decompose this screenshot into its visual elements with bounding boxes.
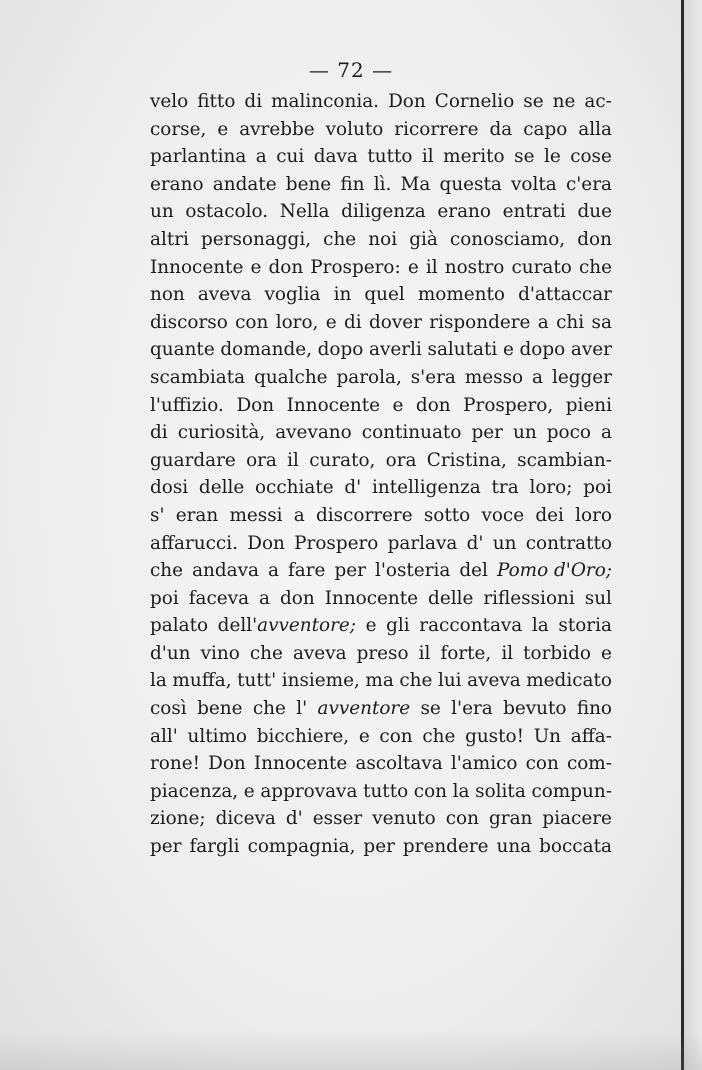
word: e (502, 339, 514, 361)
word: per (363, 836, 395, 858)
word: faceva (188, 587, 250, 609)
word: capo (523, 118, 568, 140)
word: quel (364, 284, 405, 306)
word: e (392, 394, 404, 416)
word: fino (576, 698, 612, 720)
word: sotto (423, 504, 471, 526)
word: c'era (565, 173, 612, 195)
word: in (333, 284, 352, 306)
word: discorrere (315, 504, 413, 526)
word: approvava (260, 780, 358, 802)
word: fare (288, 560, 326, 582)
word: l' (296, 698, 308, 720)
word: quante (150, 339, 215, 361)
word: cose (570, 146, 612, 168)
text-line (150, 833, 612, 861)
word: eran (175, 504, 219, 526)
word: ascoltava (355, 753, 443, 775)
text-line (150, 226, 612, 254)
word: noi (368, 228, 398, 250)
word: dopo (317, 339, 364, 361)
word: aveva (292, 642, 347, 664)
word: gli (386, 615, 410, 637)
word: per (334, 560, 366, 582)
word: d' (344, 477, 362, 499)
word: l'era (451, 698, 493, 720)
word: con (445, 808, 479, 830)
word: corse, (150, 118, 207, 140)
word: compun- (531, 780, 612, 802)
word: un (512, 422, 537, 444)
word: entrati (502, 201, 566, 223)
word: a (259, 587, 271, 609)
word: don (415, 394, 451, 416)
word: e (365, 615, 377, 637)
word: medicato (526, 670, 612, 692)
word: cui (276, 146, 305, 168)
word: Innocente (286, 394, 380, 416)
text-line (150, 447, 612, 475)
word: il (501, 642, 514, 664)
word: gran (489, 808, 533, 830)
word: Innocente (150, 256, 244, 278)
text-line (150, 171, 612, 199)
word: malinconia. (271, 91, 380, 112)
word: dosi (150, 477, 189, 499)
word: poi (583, 477, 612, 499)
text-line (150, 364, 612, 392)
word: curato, (309, 449, 376, 471)
word: piacenza, (150, 780, 239, 802)
word: avevano (275, 422, 352, 444)
word: a (601, 422, 612, 444)
text-line (150, 805, 612, 833)
text-line (150, 254, 612, 282)
word: volta (511, 173, 557, 195)
word: l'uffizio. (150, 394, 224, 416)
word: la (531, 615, 549, 637)
word: due (577, 201, 612, 223)
word: aveva (197, 284, 252, 306)
word: riflessioni (483, 587, 575, 609)
word: venuto (372, 808, 436, 830)
word: forte, (440, 642, 492, 664)
word: che (252, 698, 286, 720)
word: boccata (539, 836, 612, 858)
word: raccontava (419, 615, 523, 637)
word: Innocente (253, 753, 348, 775)
word: fin (340, 173, 365, 195)
word: averli (369, 339, 422, 361)
word: don (268, 256, 304, 278)
word: il (418, 642, 431, 664)
word: e (325, 311, 337, 333)
word: avventore (317, 698, 411, 720)
word: qualche (254, 366, 328, 388)
text-line (150, 502, 612, 530)
word: una (496, 836, 532, 858)
text-line (150, 778, 612, 806)
word: e (407, 256, 419, 278)
word: Ma (400, 173, 431, 195)
word: messi (229, 504, 283, 526)
word: a (532, 366, 543, 388)
text-line (150, 116, 612, 144)
text-line (150, 750, 612, 778)
word: solita (475, 780, 526, 802)
word: il (421, 146, 434, 168)
word: Innocente (324, 587, 419, 609)
word: don (577, 228, 612, 250)
word: affa- (570, 725, 612, 747)
word: alla (578, 118, 612, 140)
word: che (422, 725, 456, 747)
word: loro; (529, 477, 573, 499)
word: contratto (525, 532, 612, 554)
word: loro, (275, 311, 319, 333)
word: erano (150, 173, 204, 195)
word: il (287, 449, 299, 471)
text-line (150, 419, 612, 447)
word: che (150, 560, 184, 582)
word: e (358, 725, 370, 747)
word: dava (313, 146, 358, 168)
word: storia (558, 615, 612, 637)
word: diligenza (341, 201, 426, 223)
word: palato (150, 615, 209, 637)
word: prendere (402, 836, 489, 858)
word: bene (285, 173, 332, 195)
word: a (537, 311, 549, 333)
text-line (150, 281, 612, 309)
word: insieme, (281, 670, 360, 692)
word: un (150, 201, 174, 223)
text-line (150, 585, 612, 613)
word: e (250, 256, 262, 278)
word: dopo (519, 339, 566, 361)
word: Prospero, (463, 394, 554, 416)
word: bicchiere, (256, 725, 350, 747)
word: che (249, 642, 283, 664)
word: con (525, 753, 559, 775)
word: d'attaccar (518, 284, 612, 306)
word: legger (551, 366, 612, 388)
word: Cristina, (426, 449, 507, 471)
word: bevuto (503, 698, 567, 720)
word: del (459, 560, 488, 582)
text-line (150, 667, 612, 695)
word: messo (464, 366, 524, 388)
word: tra (491, 477, 519, 499)
word: da (489, 118, 513, 140)
word: ac- (584, 91, 612, 112)
word: il (425, 256, 438, 278)
word: ricorrere (394, 118, 479, 140)
word: Prospero: (310, 256, 401, 278)
body-text (150, 88, 612, 861)
word: altri (150, 228, 189, 250)
word: l'osteria (374, 560, 451, 582)
word: che (399, 670, 433, 692)
word: zione; (150, 808, 206, 830)
word: parlantina (150, 146, 247, 168)
word: tutt' (237, 670, 277, 692)
word: e (217, 118, 229, 140)
word: rone! (150, 753, 200, 775)
word: per (471, 422, 503, 444)
word: curato (511, 256, 572, 278)
text-line (150, 198, 612, 226)
word: per (150, 836, 182, 858)
word: andate (212, 173, 277, 195)
word: com- (566, 753, 612, 775)
word: conosciamo, (449, 228, 566, 250)
word: Prospero (294, 532, 379, 554)
word: piacere (542, 808, 612, 830)
word: don (280, 587, 315, 609)
word: salutati (427, 339, 498, 361)
word: discorso (150, 311, 228, 333)
word: delle (428, 587, 474, 609)
word: voce (481, 504, 525, 526)
word: avrebbe (239, 118, 315, 140)
word: a (268, 560, 279, 582)
word: di (244, 91, 263, 112)
word: se (523, 91, 544, 112)
word: ostacolo. (185, 201, 269, 223)
word: guardare (150, 449, 236, 471)
word: che (323, 228, 357, 250)
word: compagnia, (247, 836, 356, 858)
word: d' (285, 808, 303, 830)
bottom-shadow (0, 1030, 702, 1070)
word: ora (385, 449, 417, 471)
word: curiosità, (177, 422, 266, 444)
word: velo (150, 91, 189, 112)
word: a (255, 146, 267, 168)
word: tutto (363, 780, 409, 802)
word: chi (556, 311, 585, 333)
word: parola, (336, 366, 402, 388)
word: domande, (220, 339, 312, 361)
word: ultimo (187, 725, 248, 747)
word: tutto (367, 146, 413, 168)
word: scambian- (517, 449, 612, 471)
word: personaggi, (201, 228, 312, 250)
word: ora (246, 449, 277, 471)
word: scambiata (150, 366, 246, 388)
page-binding-edge (681, 0, 684, 1070)
word: lì. (373, 173, 392, 195)
word: gusto! (465, 725, 524, 747)
word: sa (591, 311, 612, 333)
word: s'era (410, 366, 456, 388)
word: un (492, 532, 517, 554)
word: questa (439, 173, 502, 195)
text-line (150, 309, 612, 337)
word: preso (356, 642, 409, 664)
word: Don (247, 532, 285, 554)
word: d'un (150, 642, 191, 664)
word: non (150, 284, 185, 306)
word: muffa, (172, 670, 232, 692)
word: merito (443, 146, 505, 168)
word: e (600, 642, 612, 664)
word: esser (312, 808, 363, 830)
word: pieni (565, 394, 612, 416)
word: dei (535, 504, 564, 526)
word: con (379, 725, 413, 747)
word: così (150, 698, 187, 720)
word: loro (575, 504, 612, 526)
word: vino (200, 642, 240, 664)
word: ma (365, 670, 394, 692)
word: d' (466, 532, 484, 554)
word: voluto (325, 118, 384, 140)
word: dell'avventore; (217, 615, 356, 637)
word: di (343, 311, 362, 333)
word: la (452, 780, 470, 802)
word: andava (192, 560, 259, 582)
word: con (413, 780, 448, 802)
page-edge-shadow (684, 0, 702, 1070)
word: Don (236, 394, 275, 416)
word: che (578, 256, 612, 278)
word: bene (197, 698, 243, 720)
word: torbido (523, 642, 591, 664)
word: delle (198, 477, 245, 499)
word: fargli (189, 836, 240, 858)
word: occhiate (254, 477, 334, 499)
text-line (150, 557, 612, 585)
text-line (150, 336, 612, 364)
word: se (514, 146, 535, 168)
word: con (235, 311, 269, 333)
word: l'amico (450, 753, 518, 775)
word: ne (552, 91, 576, 112)
word: all' (150, 725, 178, 747)
word: diceva (215, 808, 276, 830)
word: a (293, 504, 305, 526)
word: parlava (387, 532, 458, 554)
text-line (150, 474, 612, 502)
word: di (150, 422, 168, 444)
word: Un (533, 725, 562, 747)
word: Nella (279, 201, 330, 223)
word: intelligenza (371, 477, 481, 499)
word: Pomo d'Oro; (496, 560, 612, 582)
word: Don (208, 753, 246, 775)
page-number: — 72 — (308, 58, 394, 82)
word: sul (584, 587, 612, 609)
word: se (420, 698, 441, 720)
text-line (150, 640, 612, 668)
word: Cornelio (434, 91, 515, 112)
word: le (543, 146, 561, 168)
text-line (150, 695, 612, 723)
word: fitto (197, 91, 236, 112)
word: nostro (444, 256, 505, 278)
text-line (150, 723, 612, 751)
word: continuato (361, 422, 462, 444)
word: erano (437, 201, 491, 223)
word: la (150, 670, 167, 692)
word: rispondere (429, 311, 531, 333)
word: aveva (467, 670, 521, 692)
text-line (150, 392, 612, 420)
word: momento (417, 284, 505, 306)
word: già (409, 228, 438, 250)
text-line (150, 612, 612, 640)
text-line (150, 143, 612, 171)
text-line (150, 88, 612, 116)
word: Don (388, 91, 426, 112)
word: lui (437, 670, 462, 692)
word: voglia (264, 284, 321, 306)
word: affarucci. (150, 532, 238, 554)
word: s' (150, 504, 165, 526)
text-line (150, 530, 612, 558)
word: poco (546, 422, 591, 444)
word: e (243, 780, 255, 802)
word: aver (570, 339, 612, 361)
word: poi (150, 587, 179, 609)
word: dover (369, 311, 422, 333)
